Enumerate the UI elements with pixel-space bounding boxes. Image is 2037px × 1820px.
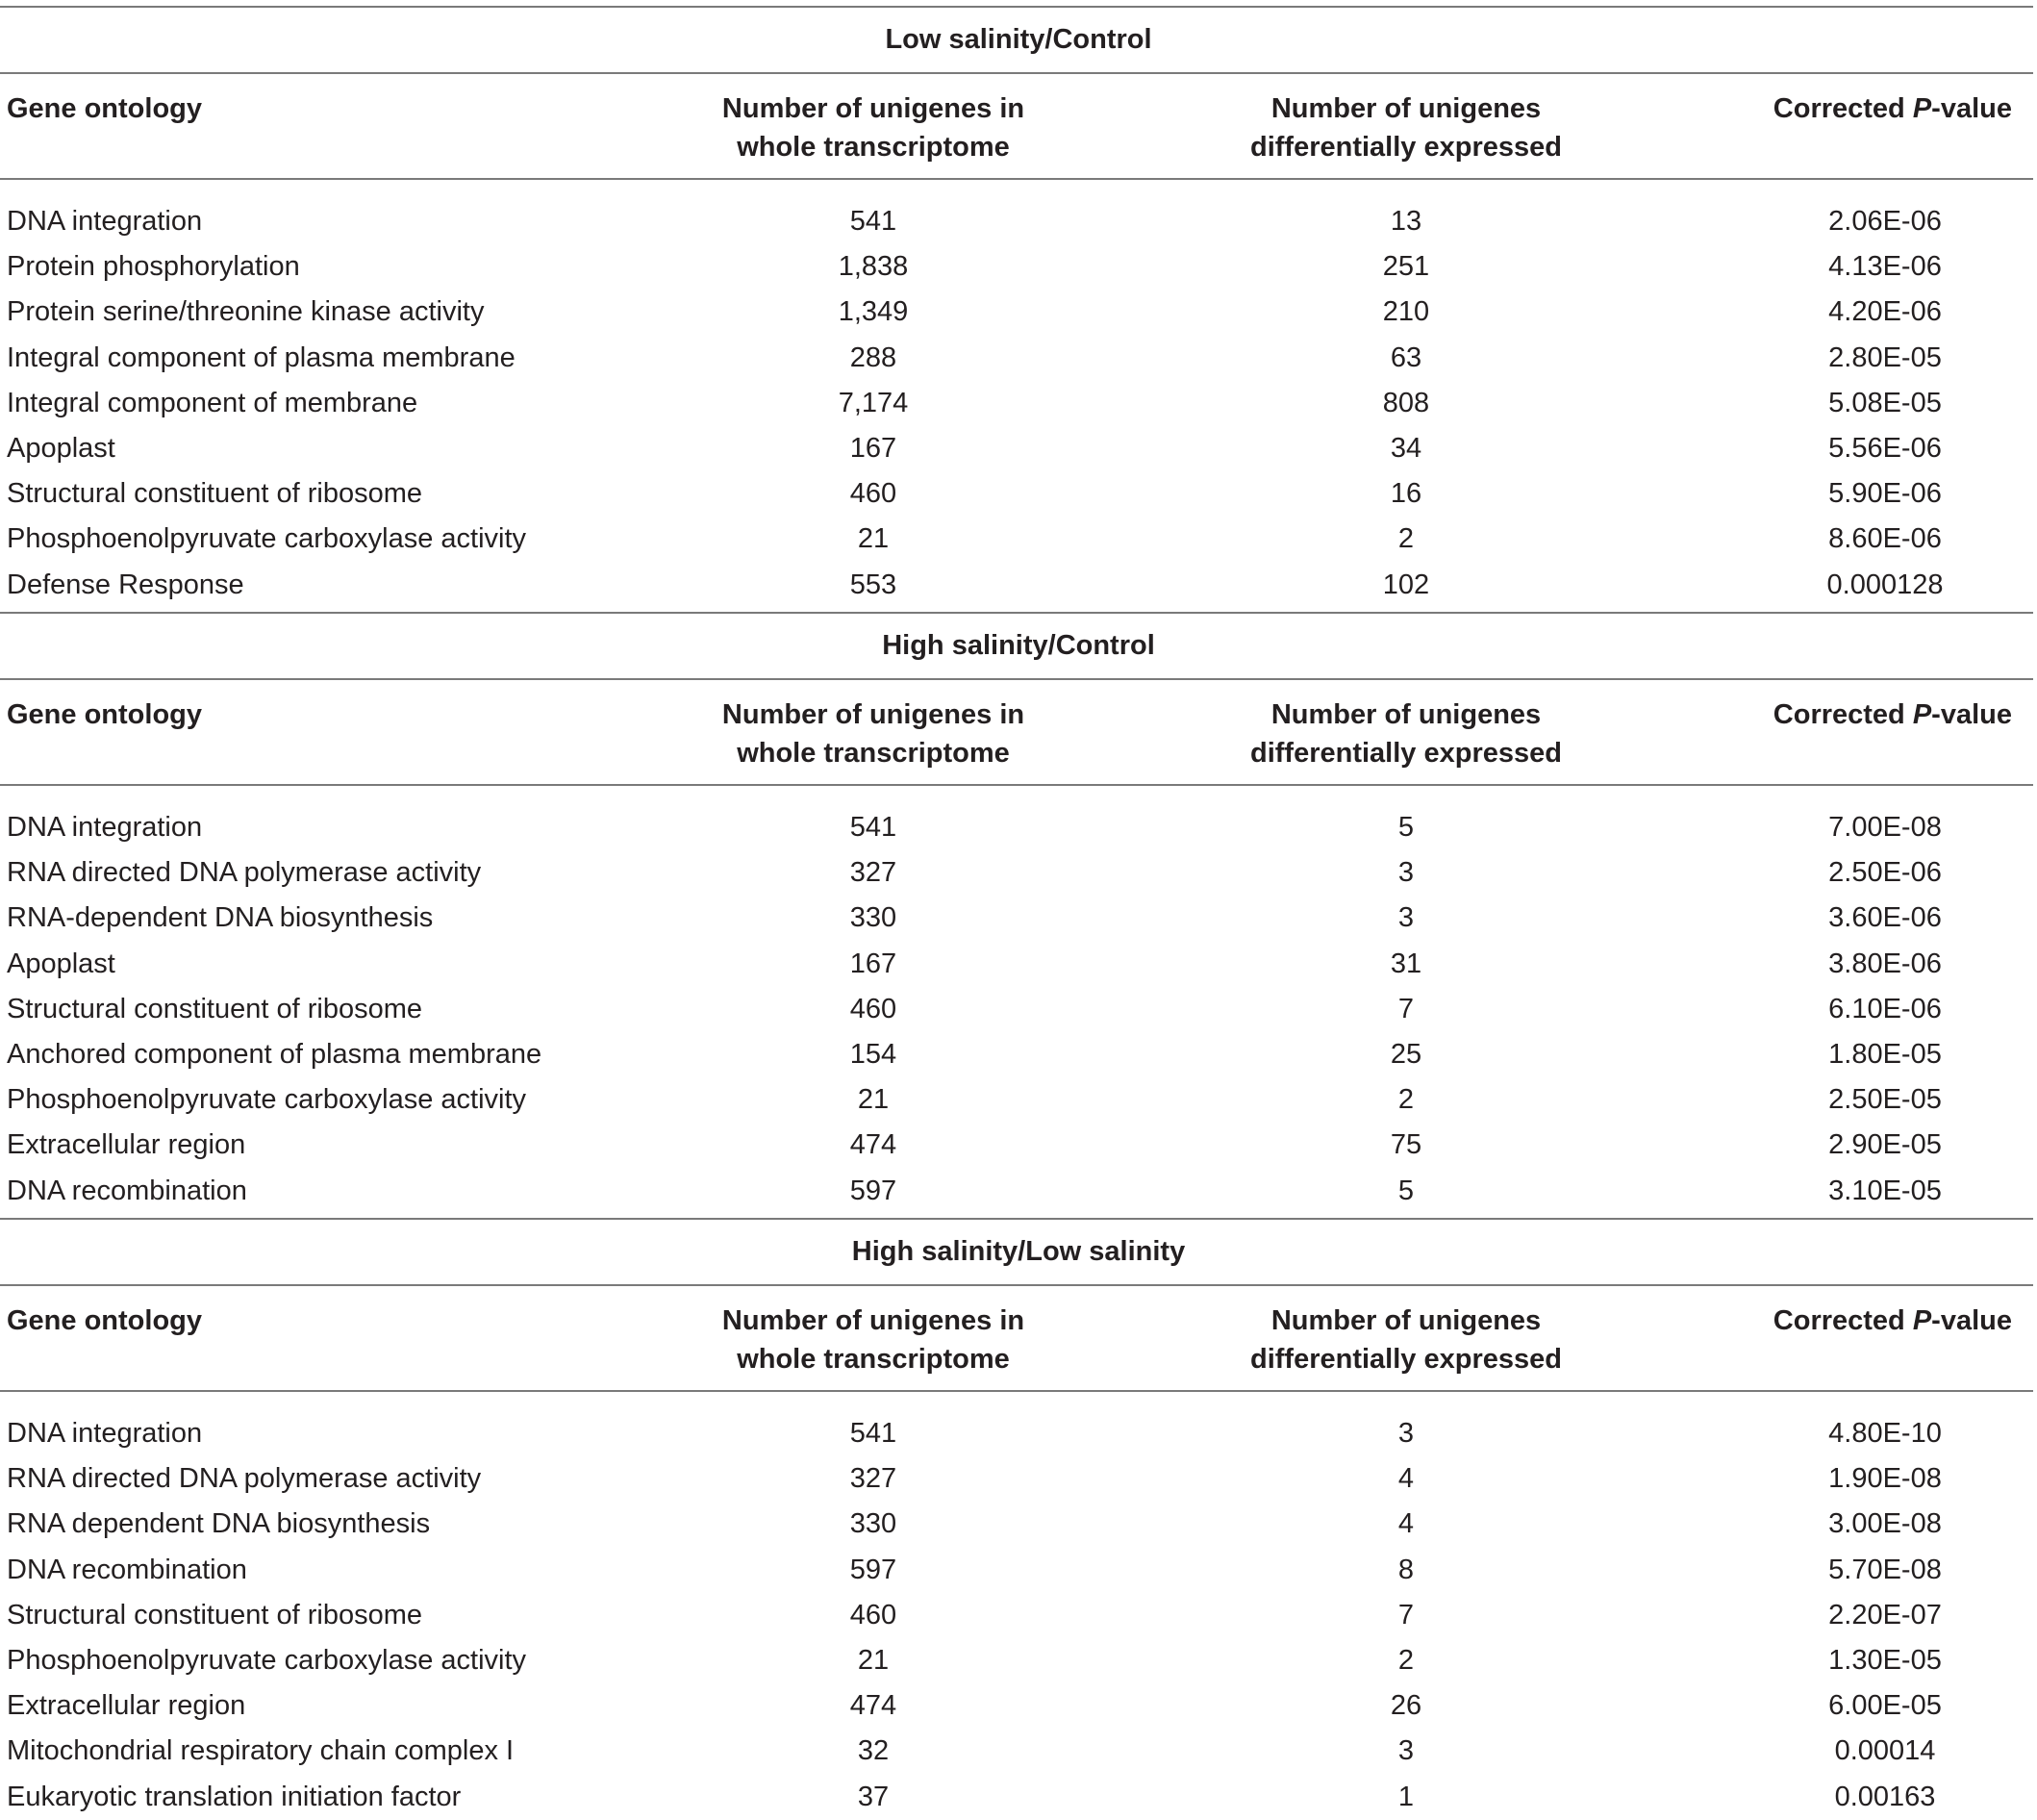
cell-corrected-pvalue: 1.80E-05 xyxy=(1828,1039,1942,1070)
cell-corrected-pvalue: 0.00163 xyxy=(1834,1781,1936,1812)
table-row xyxy=(0,1775,2037,1820)
cell-corrected-pvalue: 4.20E-06 xyxy=(1828,296,1942,328)
header-pvalue-italic: P xyxy=(1912,1305,1932,1336)
cell-gene-ontology: Extracellular region xyxy=(7,1690,246,1722)
cell-unigenes-diff: 75 xyxy=(1390,1129,1422,1161)
table-row xyxy=(0,199,2037,244)
table-row xyxy=(0,1638,2037,1683)
table-row xyxy=(0,942,2037,987)
cell-unigenes-whole: 167 xyxy=(849,433,897,464)
cell-gene-ontology: DNA recombination xyxy=(7,1554,247,1585)
cell-unigenes-whole: 154 xyxy=(849,1039,897,1070)
table-row xyxy=(0,1683,2037,1729)
cell-corrected-pvalue: 2.20E-07 xyxy=(1828,1599,1942,1630)
cell-corrected-pvalue: 5.08E-05 xyxy=(1828,387,1942,418)
cell-unigenes-whole: 1,838 xyxy=(838,251,909,283)
cell-unigenes-whole: 460 xyxy=(849,478,897,510)
cell-gene-ontology: Phosphoenolpyruvate carboxylase activity xyxy=(7,1645,527,1676)
cell-unigenes-whole: 7,174 xyxy=(838,387,909,418)
table-row xyxy=(0,1456,2037,1502)
cell-gene-ontology: DNA integration xyxy=(7,206,203,237)
cell-gene-ontology: DNA recombination xyxy=(7,1175,247,1206)
table-row xyxy=(0,1548,2037,1593)
table-row xyxy=(0,471,2037,517)
cell-unigenes-diff: 4 xyxy=(1397,1463,1415,1495)
section-title: High salinity/Low salinity xyxy=(851,1236,1186,1267)
cell-unigenes-whole: 597 xyxy=(849,1554,897,1585)
cell-unigenes-diff: 5 xyxy=(1397,1175,1415,1206)
cell-unigenes-diff: 2 xyxy=(1397,1084,1415,1116)
cell-gene-ontology: Integral component of membrane xyxy=(7,387,418,418)
cell-gene-ontology: Protein phosphorylation xyxy=(7,251,300,283)
table-row xyxy=(0,805,2037,850)
cell-unigenes-diff: 5 xyxy=(1397,812,1415,843)
cell-unigenes-whole: 597 xyxy=(849,1175,897,1206)
table-row xyxy=(0,987,2037,1032)
cell-corrected-pvalue: 3.80E-06 xyxy=(1828,948,1942,979)
cell-corrected-pvalue: 3.60E-06 xyxy=(1828,902,1942,934)
cell-unigenes-diff: 1 xyxy=(1397,1781,1415,1812)
cell-gene-ontology: Defense Response xyxy=(7,569,244,600)
cell-unigenes-whole: 541 xyxy=(849,206,897,237)
header-unigenes-diff-line1: Number of unigenes xyxy=(1270,93,1542,124)
cell-gene-ontology: Structural constituent of ribosome xyxy=(7,993,422,1024)
cell-corrected-pvalue: 6.10E-06 xyxy=(1828,993,1942,1024)
cell-gene-ontology: Integral component of plasma membrane xyxy=(7,341,516,373)
header-unigenes-whole-line1: Number of unigenes in xyxy=(721,699,1025,730)
cell-corrected-pvalue: 5.70E-08 xyxy=(1828,1554,1942,1585)
cell-unigenes-diff: 3 xyxy=(1397,902,1415,934)
section-title-rule xyxy=(0,1284,2033,1286)
cell-gene-ontology: DNA integration xyxy=(7,1418,203,1449)
header-unigenes-whole-line1: Number of unigenes in xyxy=(721,93,1025,124)
header-pvalue-prefix: Corrected xyxy=(1773,93,1913,124)
cell-unigenes-diff: 3 xyxy=(1397,1735,1415,1767)
header-unigenes-diff-line1: Number of unigenes xyxy=(1270,1305,1542,1336)
cell-unigenes-diff: 16 xyxy=(1390,478,1422,510)
header-corrected-pvalue xyxy=(1695,89,2012,128)
cell-unigenes-whole: 37 xyxy=(857,1781,890,1812)
cell-gene-ontology: Phosphoenolpyruvate carboxylase activity xyxy=(7,523,527,555)
table-row xyxy=(0,896,2037,941)
section-title-rule xyxy=(0,678,2033,680)
table-row xyxy=(0,244,2037,290)
section-title: Low salinity/Control xyxy=(885,24,1152,55)
header-gene-ontology: Gene ontology xyxy=(7,699,202,730)
header-unigenes-whole-line2: whole transcriptome xyxy=(737,132,1010,163)
header-unigenes-diff-line2: differentially expressed xyxy=(1250,738,1562,769)
header-unigenes-whole-line1: Number of unigenes in xyxy=(721,1305,1025,1336)
cell-corrected-pvalue: 3.10E-05 xyxy=(1828,1175,1942,1206)
cell-unigenes-whole: 330 xyxy=(849,902,897,934)
cell-unigenes-diff: 63 xyxy=(1390,341,1422,373)
section-title: High salinity/Control xyxy=(882,630,1155,661)
table-row xyxy=(0,336,2037,381)
section-top-rule xyxy=(0,1218,2033,1220)
cell-gene-ontology: Eukaryotic translation initiation factor xyxy=(7,1781,462,1812)
cell-corrected-pvalue: 2.80E-05 xyxy=(1828,341,1942,373)
section-top-rule xyxy=(0,612,2033,614)
header-pvalue-suffix: -value xyxy=(1931,1305,2012,1336)
cell-unigenes-diff: 13 xyxy=(1390,206,1422,237)
cell-gene-ontology: Apoplast xyxy=(7,433,115,464)
cell-unigenes-whole: 32 xyxy=(857,1735,890,1767)
cell-gene-ontology: Protein serine/threonine kinase activity xyxy=(7,296,485,328)
cell-corrected-pvalue: 7.00E-08 xyxy=(1828,812,1942,843)
cell-unigenes-whole: 474 xyxy=(849,1690,897,1722)
table-row xyxy=(0,850,2037,896)
cell-unigenes-whole: 474 xyxy=(849,1129,897,1161)
header-corrected-pvalue xyxy=(1695,1302,2012,1340)
header-pvalue-italic: P xyxy=(1912,93,1932,124)
cell-unigenes-diff: 3 xyxy=(1397,1418,1415,1449)
cell-unigenes-whole: 327 xyxy=(849,1463,897,1495)
cell-corrected-pvalue: 0.00014 xyxy=(1834,1735,1936,1767)
cell-corrected-pvalue: 1.90E-08 xyxy=(1828,1463,1942,1495)
cell-corrected-pvalue: 5.56E-06 xyxy=(1828,433,1942,464)
table-row xyxy=(0,1593,2037,1638)
table-row xyxy=(0,1077,2037,1123)
header-pvalue-italic: P xyxy=(1912,699,1932,730)
cell-corrected-pvalue: 2.06E-06 xyxy=(1828,206,1942,237)
cell-unigenes-diff: 31 xyxy=(1390,948,1422,979)
cell-corrected-pvalue: 4.13E-06 xyxy=(1828,251,1942,283)
cell-gene-ontology: RNA directed DNA polymerase activity xyxy=(7,857,482,889)
header-rule xyxy=(0,1390,2033,1392)
header-unigenes-diff xyxy=(1214,89,1598,166)
cell-corrected-pvalue: 5.90E-06 xyxy=(1828,478,1942,510)
header-unigenes-whole xyxy=(681,89,1066,166)
cell-unigenes-whole: 460 xyxy=(849,1599,897,1630)
cell-corrected-pvalue: 4.80E-10 xyxy=(1828,1418,1942,1449)
cell-corrected-pvalue: 6.00E-05 xyxy=(1828,1690,1942,1722)
header-unigenes-whole xyxy=(681,1302,1066,1378)
cell-gene-ontology: Apoplast xyxy=(7,948,115,979)
cell-unigenes-diff: 34 xyxy=(1390,433,1422,464)
cell-unigenes-diff: 4 xyxy=(1397,1508,1415,1540)
cell-corrected-pvalue: 1.30E-05 xyxy=(1828,1645,1942,1676)
header-gene-ontology: Gene ontology xyxy=(7,1305,202,1336)
cell-unigenes-diff: 210 xyxy=(1382,296,1430,328)
table-row xyxy=(0,1123,2037,1168)
cell-unigenes-whole: 330 xyxy=(849,1508,897,1540)
cell-unigenes-diff: 2 xyxy=(1397,523,1415,555)
cell-unigenes-diff: 25 xyxy=(1390,1039,1422,1070)
cell-unigenes-whole: 1,349 xyxy=(838,296,909,328)
cell-unigenes-diff: 2 xyxy=(1397,1645,1415,1676)
cell-gene-ontology: Phosphoenolpyruvate carboxylase activity xyxy=(7,1084,527,1116)
header-unigenes-diff xyxy=(1214,695,1598,772)
table-row xyxy=(0,381,2037,426)
cell-unigenes-diff: 26 xyxy=(1390,1690,1422,1722)
header-gene-ontology: Gene ontology xyxy=(7,93,202,124)
header-unigenes-whole-line2: whole transcriptome xyxy=(737,738,1010,769)
header-unigenes-diff xyxy=(1214,1302,1598,1378)
cell-unigenes-whole: 288 xyxy=(849,341,897,373)
cell-unigenes-diff: 251 xyxy=(1382,251,1430,283)
header-unigenes-diff-line2: differentially expressed xyxy=(1250,1344,1562,1375)
cell-gene-ontology: DNA integration xyxy=(7,812,203,843)
cell-unigenes-diff: 3 xyxy=(1397,857,1415,889)
cell-gene-ontology: RNA-dependent DNA biosynthesis xyxy=(7,902,434,934)
cell-gene-ontology: Mitochondrial respiratory chain complex I xyxy=(7,1735,515,1767)
section-title-rule xyxy=(0,72,2033,74)
cell-unigenes-whole: 167 xyxy=(849,948,897,979)
header-unigenes-whole xyxy=(681,695,1066,772)
table-row xyxy=(0,517,2037,562)
cell-corrected-pvalue: 0.000128 xyxy=(1826,569,1944,600)
header-pvalue-suffix: -value xyxy=(1931,699,2012,730)
table-row xyxy=(0,563,2037,608)
cell-corrected-pvalue: 2.90E-05 xyxy=(1828,1129,1942,1161)
table-row xyxy=(0,1411,2037,1456)
cell-gene-ontology: Extracellular region xyxy=(7,1129,246,1161)
header-pvalue-prefix: Corrected xyxy=(1773,1305,1913,1336)
cell-unigenes-diff: 102 xyxy=(1382,569,1430,600)
cell-gene-ontology: Structural constituent of ribosome xyxy=(7,1599,422,1630)
table-row xyxy=(0,290,2037,335)
header-unigenes-whole-line2: whole transcriptome xyxy=(737,1344,1010,1375)
cell-unigenes-diff: 8 xyxy=(1397,1554,1415,1585)
cell-unigenes-whole: 21 xyxy=(857,1645,890,1676)
cell-unigenes-diff: 808 xyxy=(1382,387,1430,418)
table-row xyxy=(0,1169,2037,1214)
cell-gene-ontology: Anchored component of plasma membrane xyxy=(7,1039,542,1070)
cell-gene-ontology: RNA dependent DNA biosynthesis xyxy=(7,1508,431,1540)
cell-corrected-pvalue: 2.50E-05 xyxy=(1828,1084,1942,1116)
header-rule xyxy=(0,178,2033,180)
table-row xyxy=(0,1032,2037,1077)
cell-unigenes-whole: 460 xyxy=(849,993,897,1024)
cell-corrected-pvalue: 8.60E-06 xyxy=(1828,523,1942,555)
cell-corrected-pvalue: 2.50E-06 xyxy=(1828,857,1942,889)
cell-unigenes-whole: 21 xyxy=(857,523,890,555)
header-rule xyxy=(0,784,2033,786)
header-pvalue-prefix: Corrected xyxy=(1773,699,1913,730)
table-row xyxy=(0,426,2037,471)
cell-corrected-pvalue: 3.00E-08 xyxy=(1828,1508,1942,1540)
cell-unigenes-diff: 7 xyxy=(1397,1599,1415,1630)
cell-gene-ontology: Structural constituent of ribosome xyxy=(7,478,422,510)
cell-unigenes-diff: 7 xyxy=(1397,993,1415,1024)
table-row xyxy=(0,1502,2037,1547)
header-unigenes-diff-line2: differentially expressed xyxy=(1250,132,1562,163)
section-top-rule xyxy=(0,6,2033,8)
cell-unigenes-whole: 21 xyxy=(857,1084,890,1116)
cell-unigenes-whole: 553 xyxy=(849,569,897,600)
header-pvalue-suffix: -value xyxy=(1931,93,2012,124)
cell-unigenes-whole: 541 xyxy=(849,812,897,843)
cell-unigenes-whole: 327 xyxy=(849,857,897,889)
cell-unigenes-whole: 541 xyxy=(849,1418,897,1449)
header-corrected-pvalue xyxy=(1695,695,2012,734)
table-row xyxy=(0,1729,2037,1774)
cell-gene-ontology: RNA directed DNA polymerase activity xyxy=(7,1463,482,1495)
header-unigenes-diff-line1: Number of unigenes xyxy=(1270,699,1542,730)
